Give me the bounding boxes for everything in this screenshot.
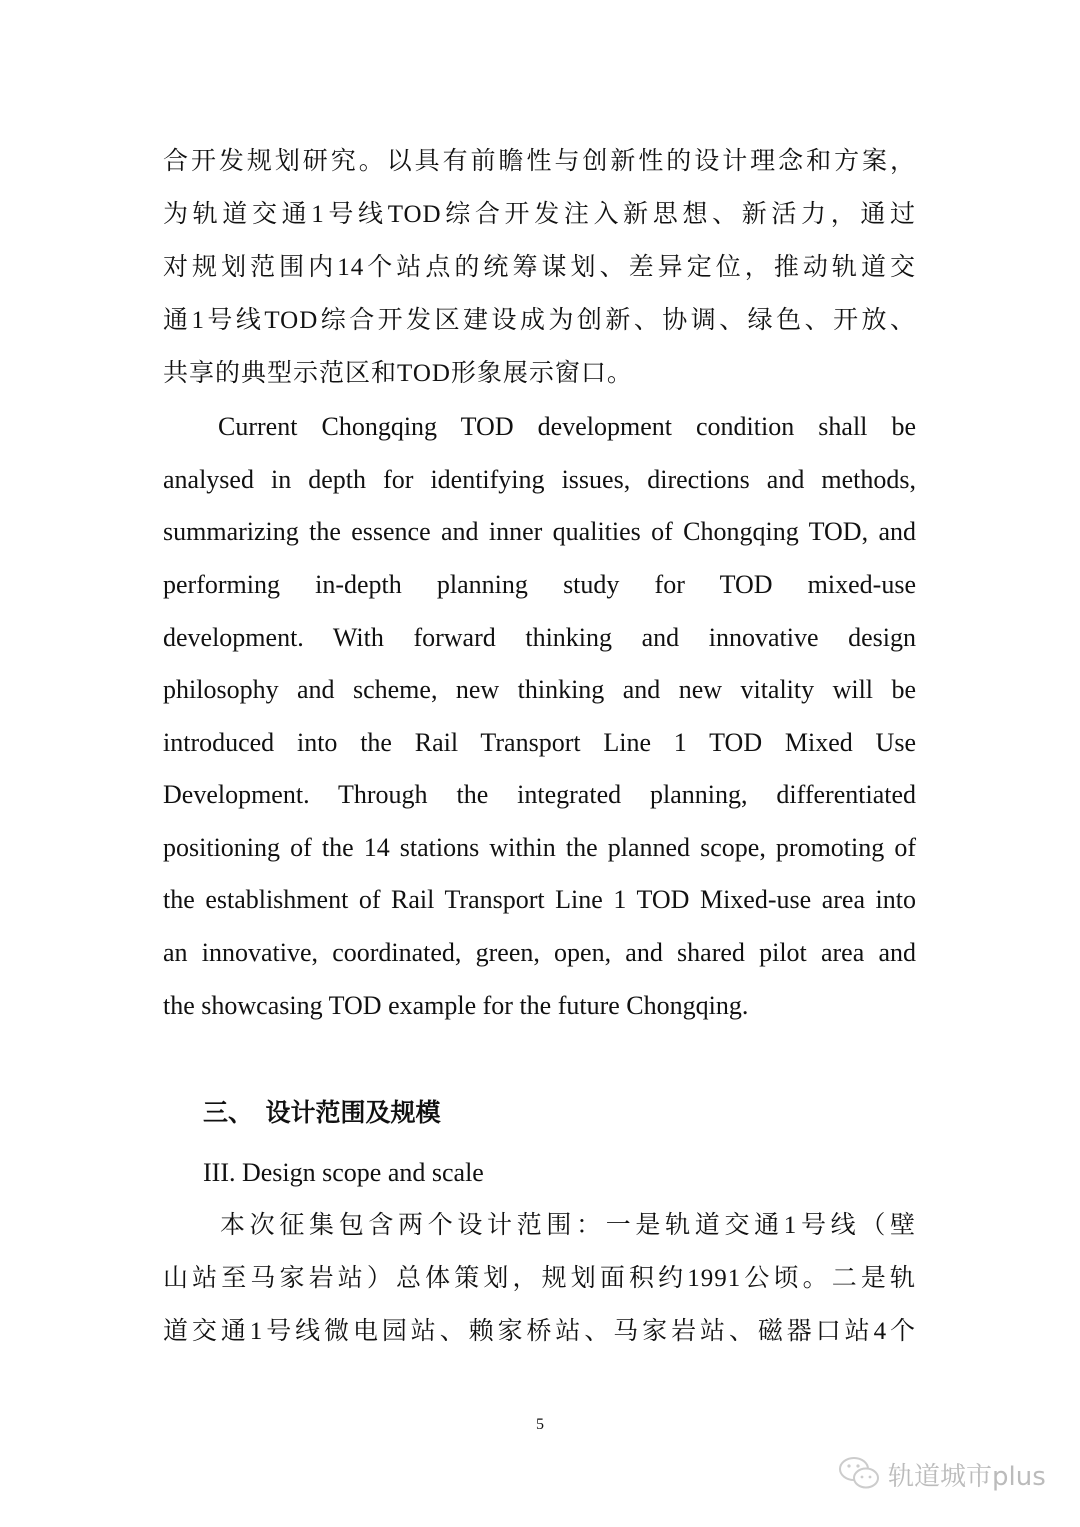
- watermark: [838, 1455, 1046, 1493]
- text-line: 共享的典型示范区和TOD形象展示窗口。: [163, 360, 633, 387]
- text-line: Current Chongqing TOD development condition shall be: [218, 412, 916, 441]
- text-line: 对规划范围内14个站点的统筹谋划、差异定位，推动轨道交: [163, 254, 916, 281]
- text-line: development. With forward thinking and innovative design: [163, 623, 916, 652]
- text-line: performing in-depth planning study for TOD mixed-use: [163, 570, 916, 599]
- page-number: 5: [536, 1416, 544, 1433]
- text-line: an innovative, coordinated, green, open, and shared pilot area and: [163, 938, 916, 967]
- text-line: Development. Through the integrated planning, differentiated: [163, 780, 916, 809]
- text-line: 合开发规划研究。以具有前瞻性与创新性的设计理念和方案，: [163, 148, 916, 175]
- section-heading-en: III. Design scope and scale: [203, 1158, 484, 1187]
- text-line: introduced into the Rail Transport Line 1 TOD Mixed Use: [163, 728, 916, 757]
- text-line: 为轨道交通1号线TOD综合开发注入新思想、新活力，通过: [163, 201, 916, 228]
- text-line: the establishment of Rail Transport Line 1 TOD Mixed-use area into: [163, 885, 916, 914]
- text-line: analysed in depth for identifying issues, directions and methods,: [163, 465, 916, 494]
- text-line: philosophy and scheme, new thinking and new vitality will be: [163, 675, 916, 704]
- text-line: 本次征集包含两个设计范围：一是轨道交通1号线（壁: [220, 1212, 916, 1239]
- text-line: positioning of the 14 stations within the planned scope, promoting of: [163, 833, 916, 862]
- text-line: summarizing the essence and inner qualities of Chongqing TOD, and: [163, 517, 916, 546]
- text-line: 道交通1号线微电园站、赖家桥站、马家岩站、磁器口站4个: [163, 1318, 916, 1345]
- wechat-icon: [838, 1455, 882, 1493]
- section-heading-zh: 三、 设计范围及规模: [203, 1098, 441, 1127]
- text-line: 山站至马家岩站）总体策划，规划面积约1991公顷。二是轨: [163, 1265, 916, 1292]
- text-line: the showcasing TOD example for the future Chongqing.: [163, 991, 749, 1020]
- text-line: 通1号线TOD综合开发区建设成为创新、协调、绿色、开放、: [163, 307, 916, 334]
- watermark-text: 轨道城市plus: [888, 1461, 1046, 1492]
